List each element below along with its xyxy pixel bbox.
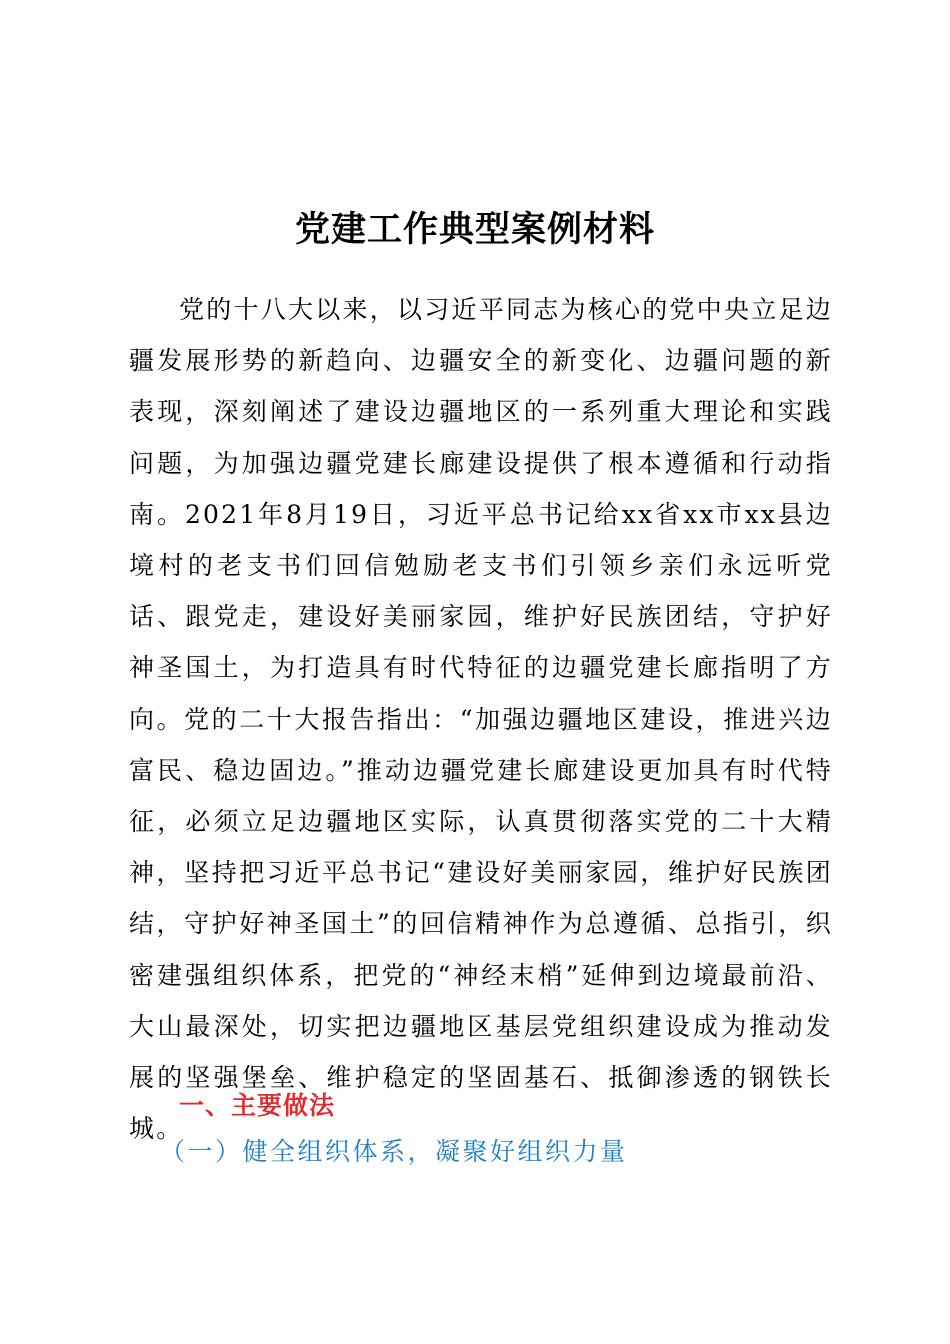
section-heading: 一、主要做法 — [179, 1091, 336, 1120]
body-paragraph: 党的十八大以来，以习近平同志为核心的党中央立足边疆发展形势的新趋向、边疆安全的新变化、边疆问题的新表现，深刻阐述了建设边疆地区的一系列重大理论和实践问题，为加强边疆党建长廊建设提供了根本遵循和行动指南。2021年8月19日，习近平总书记给xx省xx市xx县边境村的老支书们回信勉励老支书们引领乡亲们永远听党话、跟党走，建设好美丽家园，维护好民族团结，守护好神圣国土，为打造具有时代特征的边疆党建长廊指明了方向。党的二十大报告指出：“加强边疆地区建设，推进兴边富民、稳边固边。”推动边疆党建长廊建设更加具有时代特征，必须立足边疆地区实际，认真贯彻落实党的二十大精神，坚持把习近平总书记“建设好美丽家园，维护好民族团结，守护好神圣国土”的回信精神作为总遵循、总指引，织密建强组织体系，把党的“神经末梢”延伸到边境最前沿、大山最深处，切实把边疆地区基层党组织建设成为推动发展的坚强堡垒、维护稳定的坚固基石、抵御渗透的钢铁长城。 — [129, 295, 833, 1144]
subsection-heading: （一）健全组织体系，凝聚好组织力量 — [160, 1137, 628, 1166]
document-title: 党建工作典型案例材料 — [294, 209, 655, 250]
